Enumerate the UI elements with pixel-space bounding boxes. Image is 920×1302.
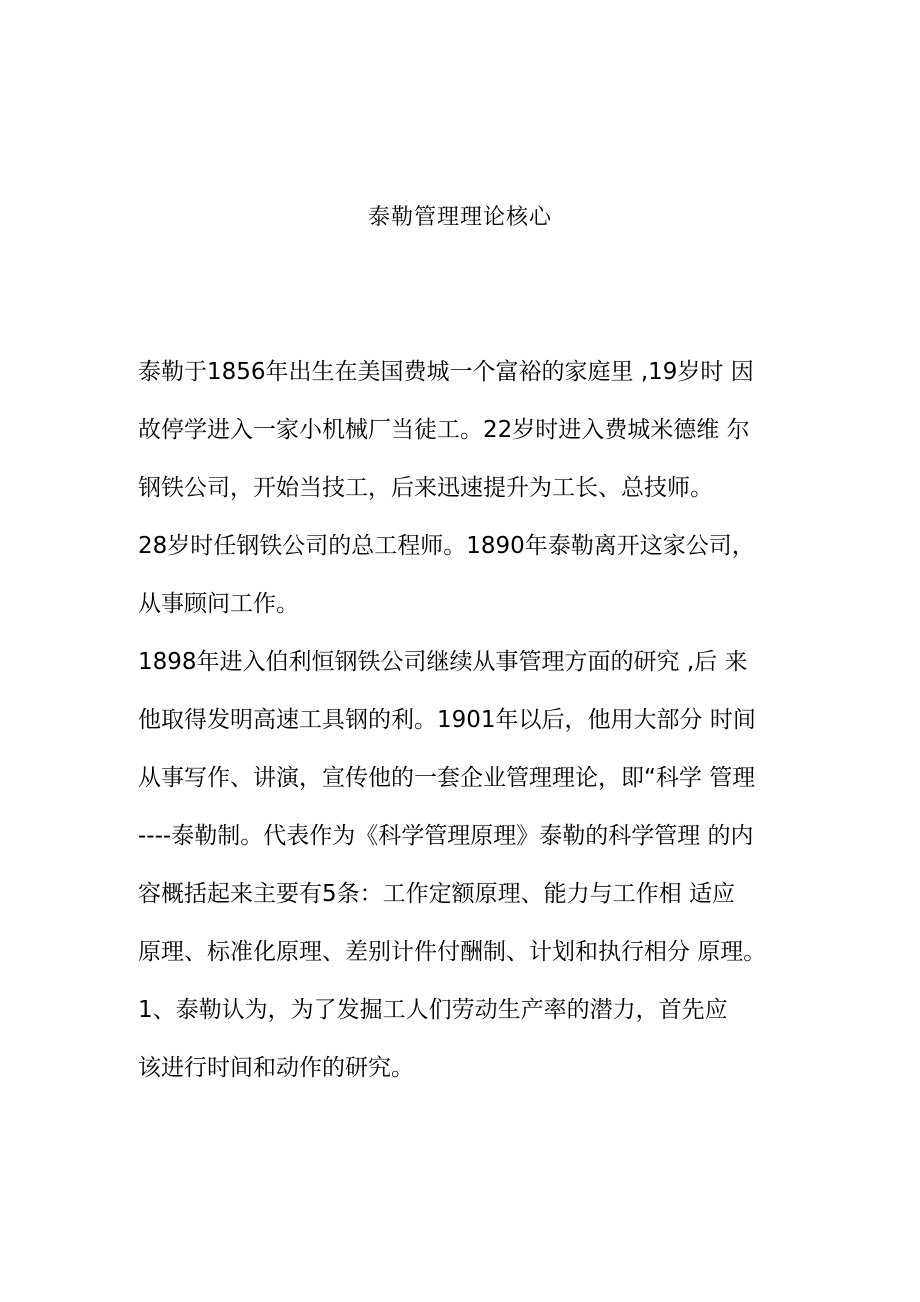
body-line-6: 1898年进入伯利恒钢铁公司继续从事管理方面的研究 ,后 来 bbox=[138, 649, 748, 675]
body-line-13: 该进行时间和动作的研究。 bbox=[138, 1055, 414, 1081]
body-line-5: 从事顾问工作。 bbox=[138, 591, 299, 617]
body-line-7: 他取得发明高速工具钢的利。1901年以后，他用大部分 时间 bbox=[138, 707, 756, 733]
body-line-8: 从事写作、讲演，宣传他的一套企业管理理论，即“科学 管理 bbox=[138, 765, 756, 791]
body-line-9: ----泰勒制。代表作为《科学管理原理》泰勒的科学管理 的内 bbox=[138, 823, 754, 849]
body-line-3: 钢铁公司，开始当技工，后来迅速提升为工长、总技师。 bbox=[138, 475, 713, 501]
body-line-10: 容概括起来主要有5条：工作定额原理、能力与工作相 适应 bbox=[138, 881, 735, 907]
document-title: 泰勒管理理论核心 bbox=[367, 205, 552, 230]
body-line-12: 1、泰勒认为，为了发掘工人们劳动生产率的潜力，首先应 bbox=[138, 997, 728, 1023]
body-line-11: 原理、标准化原理、差别计件付酬制、计划和执行相分 原理。 bbox=[138, 939, 767, 965]
body-line-4: 28岁时任钢铁公司的总工程师。1890年泰勒离开这家公司， bbox=[138, 533, 755, 559]
document-body bbox=[138, 352, 798, 1106]
body-line-1: 泰勒于1856年出生在美国费城一个富裕的家庭里 ,19岁时 因 bbox=[138, 359, 754, 385]
body-line-2: 故停学进入一家小机械厂当徒工。22岁时进入费城米德维 尔 bbox=[138, 417, 750, 443]
